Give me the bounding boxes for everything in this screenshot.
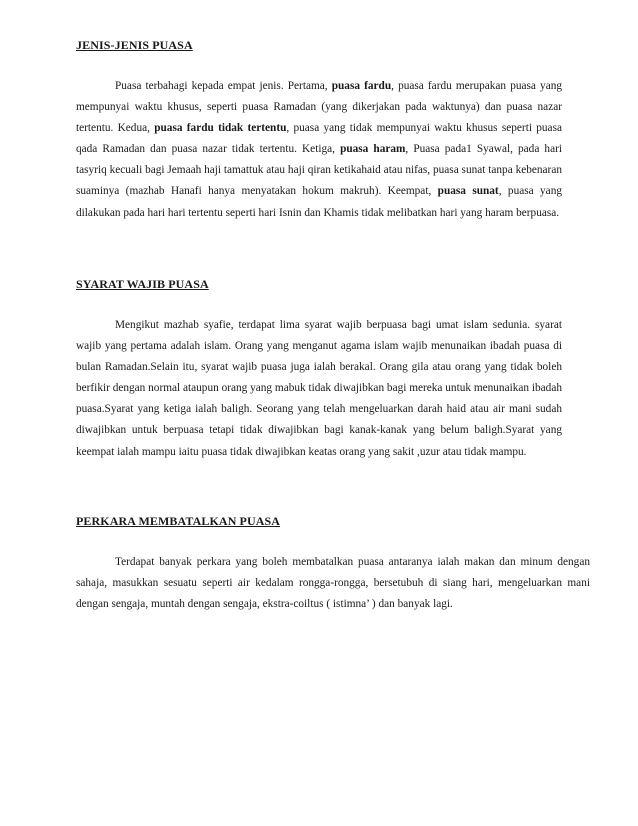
- section-jenis-jenis-puasa: [76, 37, 562, 224]
- text-run: Puasa terbahagi kepada empat jenis. Pertama,: [115, 80, 332, 92]
- text-run: , puasa yang dilakukan pada hari hari tertentu seperti hari Isnin dan Khamis tidak melibatkan hari yang haram berpuasa.: [76, 185, 562, 219]
- bold-term: puasa fardu tidak tertentu: [154, 122, 287, 135]
- section-heading: JENIS-JENIS PUASA: [76, 38, 193, 52]
- section-heading: SYARAT WAJIB PUASA: [76, 277, 209, 291]
- text-run: , Puasa pada1 Syawal, pada hari tasyriq kecuali bagi Jemaah haji tamattuk atau haji qiran ketikahaid atau nifas, puasa sunat tanpa kebenaran suaminya (mazhab Hanafi hanya menyatakan hokum makruh). Keempat,: [76, 143, 562, 198]
- text-run: Mengikut mazhab syafie, terdapat lima syarat wajib berpuasa bagi umat islam sedunia. syarat wajib yang pertama adalah islam. Orang yang menganut agama islam wajib menunaikan ibadah puasa di bulan Ramadan.Selain itu, syarat wajib puasa juga ialah berakal. Orang gila atau orang yang tidak boleh berfikir dengan normal ataupun orang yang mabuk tidak diwajibkan bagi mereka untuk menunaikan ibadah puasa.Syarat yang ketiga ialah baligh. Seorang yang telah mengeluarkan darah haid atau air mani sudah diwajibkan untuk berpuasa tetapi tidak diwajibkan bagi kanak-kanak yang belum baligh.Syarat yang keempat ialah mampu iaitu puasa tidak diwajibkan keatas orang yang sakit ,uzur atau tidak mampu.: [76, 319, 562, 458]
- bold-term: puasa fardu: [331, 80, 392, 92]
- section-paragraph: [76, 552, 590, 615]
- section-paragraph: [76, 76, 562, 224]
- section-paragraph: [76, 315, 562, 463]
- section-syarat-wajib-puasa: [76, 276, 562, 463]
- text-run: , puasa yang tidak mempunyai waktu khusus seperti puasa qada Ramadan dan puasa nazar tidak tertentu. Ketiga,: [76, 122, 562, 156]
- text-run: Terdapat banyak perkara yang boleh membatalkan puasa antaranya ialah makan dan minum dengan sahaja, masukkan sesuatu seperti air kedalam rongga-rongga, bersetubuh di siang hari, mengeluarkan mani dengan sengaja, muntah dengan sengaja, ekstra-coiltus ( istimna’ ) dan banyak lagi.: [76, 556, 590, 611]
- text-run: , puasa fardu merupakan puasa yang mempunyai waktu khusus, seperti puasa Ramadan (yang dikerjakan pada waktunya) dan puasa nazar tertentu. Kedua,: [76, 80, 563, 135]
- bold-term: puasa sunat: [437, 185, 499, 198]
- section-perkara-membatalkan-puasa: [76, 513, 590, 615]
- bold-term: puasa haram: [340, 143, 406, 156]
- section-heading: PERKARA MEMBATALKAN PUASA: [76, 514, 281, 528]
